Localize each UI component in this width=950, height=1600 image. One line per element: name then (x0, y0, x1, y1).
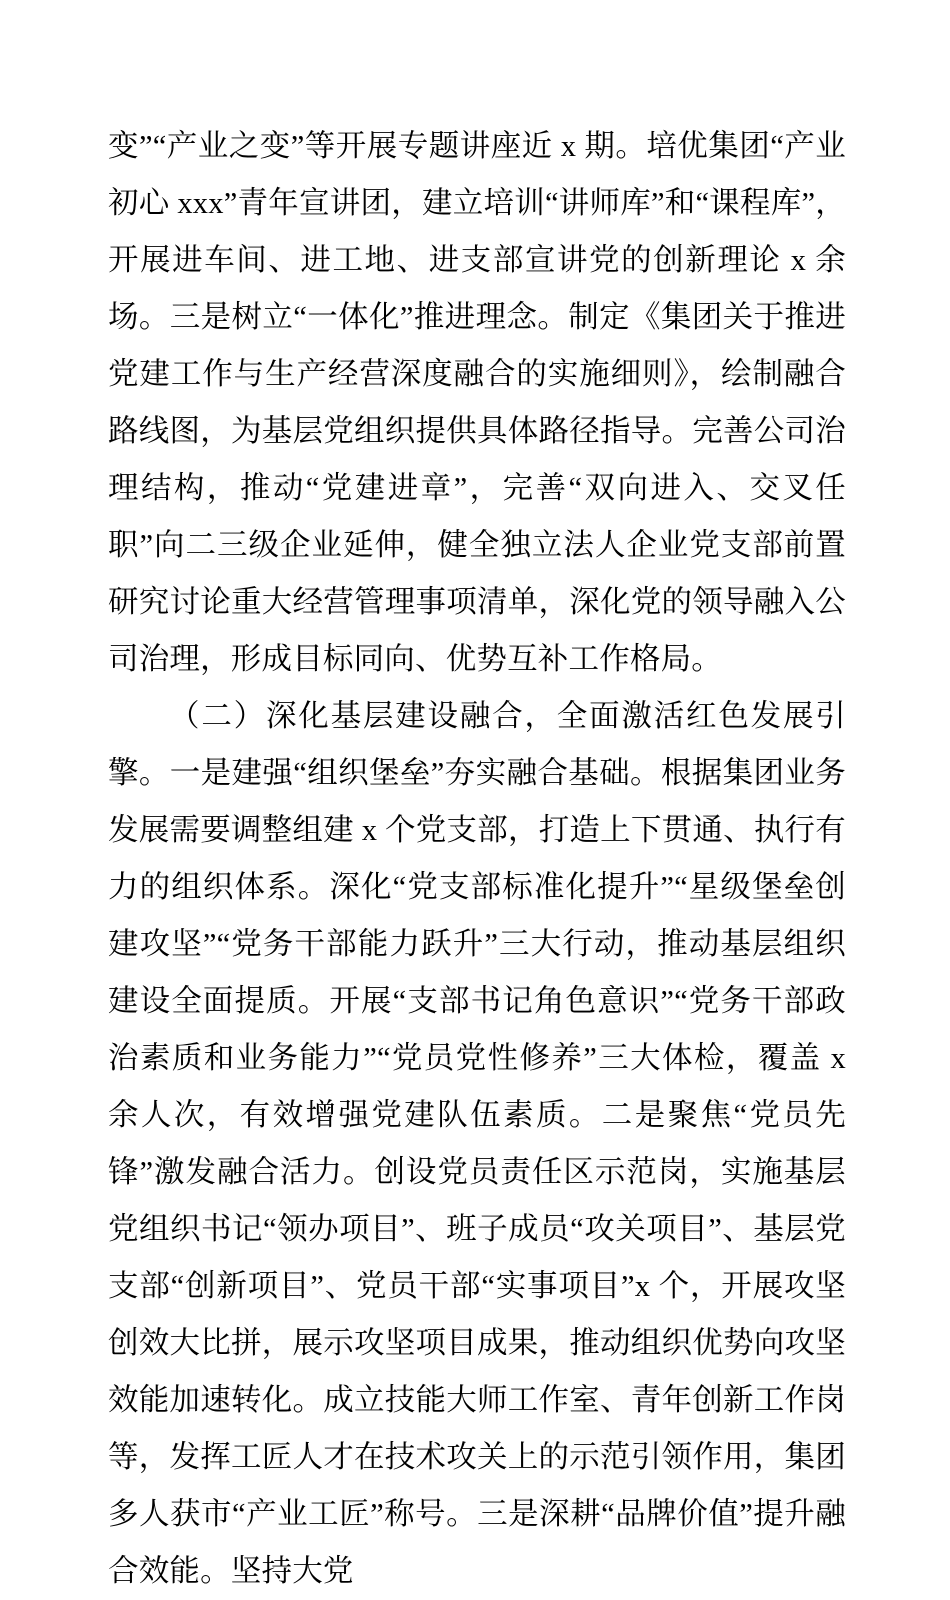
paragraph-1: 变”“产业之变”等开展专题讲座近 x 期。培优集团“产业初心 xxx”青年宣讲团，建立培训“讲师库”和“课程库”，开展进车间、进工地、进支部宣讲党的创新理论 x 余场。三是树立“一体化”推进理念。制定《集团关于推进党建工作与生产经营深度融合的实施细则》，绘制融合路线图，为基层党组织提供具体路径指导。完善公司治理结构，推动“党建进章”，完善“双向进入、交叉任职”向二三级企业延伸，健全独立法人企业党支部前置研究讨论重大经营管理事项清单，深化党的领导融入公司治理，形成目标同向、优势互补工作格局。 (108, 129, 846, 676)
document-body (108, 118, 854, 1600)
paragraph-2: （二）深化基层建设融合，全面激活红色发展引擎。一是建强“组织堡垒”夯实融合基础。根据集团业务发展需要调整组建 x 个党支部，打造上下贯通、执行有力的组织体系。深化“党支部标准化提升”“星级堡垒创建攻坚”“党务干部能力跃升”三大行动，推动基层组织建设全面提质。开展“支部书记角色意识”“党务干部政治素质和业务能力”“党员党性修养”三大体检，覆盖 x 余人次，有效增强党建队伍素质。二是聚焦“党员先锋”激发融合活力。创设党员责任区示范岗，实施基层党组织书记“领办项目”、班子成员“攻关项目”、基层党支部“创新项目”、党员干部“实事项目”x 个，开展攻坚创效大比拼，展示攻坚项目成果，推动组织优势向攻坚效能加速转化。成立技能大师工作室、青年创新工作岗等，发挥工匠人才在技术攻关上的示范引领作用，集团多人获市“产业工匠”称号。三是深耕“品牌价值”提升融合效能。坚持大党 (108, 699, 854, 1588)
